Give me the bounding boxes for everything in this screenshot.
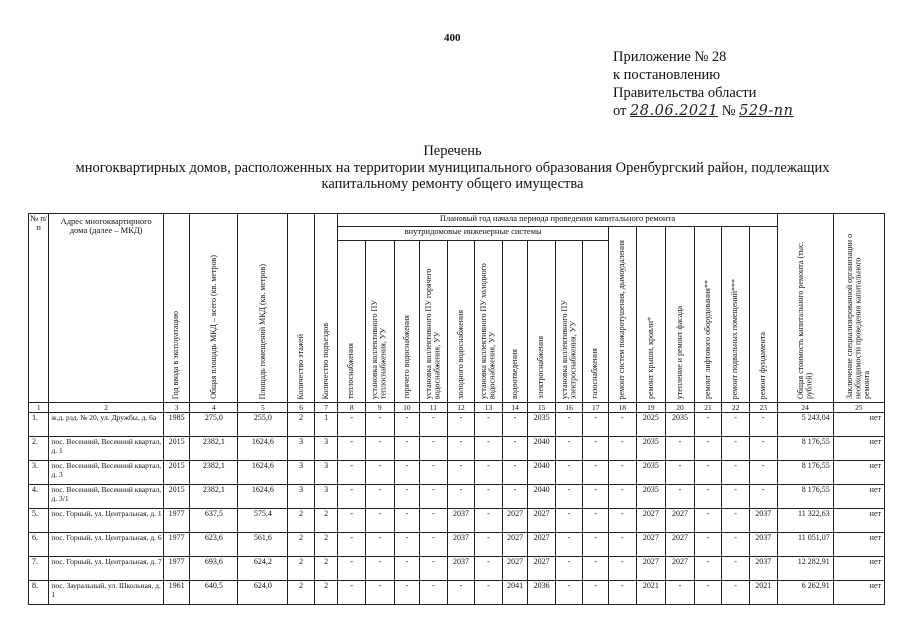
table-cell: 2027 xyxy=(502,533,528,557)
address-cell: ж.д. рзд. № 20, ул. Дружбы, д. 6а xyxy=(49,413,163,437)
table-cell: - xyxy=(694,413,722,437)
table-cell: 3 xyxy=(288,437,315,461)
table-cell: 2037 xyxy=(749,557,777,581)
table-cell: 623,6 xyxy=(190,533,238,557)
column-number-cell: 19 xyxy=(636,403,666,413)
table-cell: - xyxy=(475,413,503,437)
header-hot-water-meter: установка коллективного ПУ горячего водоснабжения, УУ xyxy=(420,240,448,402)
table-cell: нет xyxy=(833,461,884,485)
table-cell: 1. xyxy=(29,413,49,437)
table-cell: 1977 xyxy=(163,509,190,533)
table-cell: - xyxy=(749,461,777,485)
table-cell: - xyxy=(608,557,636,581)
header-engineering-systems: внутридомовые инженерные системы xyxy=(338,227,609,241)
table-cell: - xyxy=(608,437,636,461)
table-cell: - xyxy=(447,437,475,461)
table-cell: 2035 xyxy=(528,413,556,437)
header-total-area: Общая площадь МКД – всего (кв. метров) xyxy=(190,214,238,403)
table-cell: - xyxy=(420,413,448,437)
table-row xyxy=(29,533,885,557)
column-number-cell: 13 xyxy=(475,403,503,413)
table-row xyxy=(29,509,885,533)
table-cell: нет xyxy=(833,413,884,437)
table-cell: 2037 xyxy=(447,533,475,557)
table-cell: 2035 xyxy=(636,437,666,461)
table-cell: - xyxy=(694,581,722,605)
table-cell: 2037 xyxy=(447,509,475,533)
table-cell: 2015 xyxy=(163,437,190,461)
header-entrances: Количество подъездов xyxy=(314,214,337,403)
table-cell: 4. xyxy=(29,485,49,509)
table-cell: - xyxy=(722,581,750,605)
table-cell: 8 176,55 xyxy=(777,437,833,461)
table-cell: 11 051,07 xyxy=(777,533,833,557)
document-title xyxy=(40,143,865,193)
table-cell: 2382,1 xyxy=(190,485,238,509)
column-number-cell: 8 xyxy=(338,403,366,413)
column-number-cell: 4 xyxy=(190,403,238,413)
table-cell: 637,5 xyxy=(190,509,238,533)
table-row xyxy=(29,485,885,509)
appendix-block xyxy=(613,48,793,120)
table-cell: - xyxy=(608,533,636,557)
table-cell: 2027 xyxy=(666,557,695,581)
table-cell: - xyxy=(338,461,366,485)
column-number-cell: 11 xyxy=(420,403,448,413)
page-number: 400 xyxy=(444,32,461,44)
table-cell: - xyxy=(555,485,583,509)
table-cell: - xyxy=(555,461,583,485)
table-cell: 1977 xyxy=(163,533,190,557)
header-electricity-meter: установка коллективного ПУ электроснабжения, УУ xyxy=(555,240,583,402)
table-row xyxy=(29,413,885,437)
appendix-line-1: Приложение № 28 xyxy=(613,49,727,65)
table-cell: 575,4 xyxy=(238,509,288,533)
table-cell: 2040 xyxy=(528,437,556,461)
table-cell: - xyxy=(666,461,695,485)
address-cell: пос. Весенний, Весенний квартал, д. 3 xyxy=(49,461,163,485)
table-cell: 2 xyxy=(288,581,315,605)
table-cell: - xyxy=(420,485,448,509)
table-cell: 2382,1 xyxy=(190,461,238,485)
table-cell: - xyxy=(608,581,636,605)
table-row xyxy=(29,557,885,581)
header-planned-year: Плановый год начала периода проведения капитального ремонта xyxy=(338,214,777,227)
table-cell: - xyxy=(420,461,448,485)
column-number-cell: 12 xyxy=(447,403,475,413)
table-cell: 2 xyxy=(314,581,337,605)
table-cell: 2 xyxy=(314,557,337,581)
header-foundation: ремонт фундамента xyxy=(749,227,777,403)
table-cell: - xyxy=(722,509,750,533)
table-cell: - xyxy=(338,557,366,581)
table-cell: - xyxy=(749,437,777,461)
handwritten-number: 529-пп xyxy=(739,103,794,119)
table-cell: - xyxy=(420,581,448,605)
table-cell: нет xyxy=(833,581,884,605)
table-cell: 3 xyxy=(288,485,315,509)
column-number-cell: 21 xyxy=(694,403,722,413)
table-cell: - xyxy=(394,485,420,509)
table-cell: 5 243,04 xyxy=(777,413,833,437)
table-row xyxy=(29,437,885,461)
header-premises-area: Площадь помещений МКД (кв. метров) xyxy=(238,214,288,403)
column-number-cell: 7 xyxy=(314,403,337,413)
table-cell: - xyxy=(475,581,503,605)
table-cell: 2027 xyxy=(502,509,528,533)
table-cell: 2037 xyxy=(447,557,475,581)
table-cell: - xyxy=(555,413,583,437)
table-cell: 2035 xyxy=(636,461,666,485)
table-cell: - xyxy=(583,581,609,605)
table-cell: 7. xyxy=(29,557,49,581)
table-cell: 2027 xyxy=(636,533,666,557)
table-cell: - xyxy=(447,581,475,605)
table-cell: - xyxy=(447,461,475,485)
table-cell: - xyxy=(694,557,722,581)
table-cell: - xyxy=(394,581,420,605)
table-cell: 2015 xyxy=(163,485,190,509)
table-cell: - xyxy=(502,461,528,485)
table-cell: - xyxy=(694,509,722,533)
column-number-cell: 9 xyxy=(365,403,394,413)
header-sewerage: водоотведения xyxy=(502,240,528,402)
header-year: Год ввода в эксплуатацию xyxy=(163,214,190,403)
header-heating: теплоснабжения xyxy=(338,240,366,402)
title-line-2: многоквартирных домов, расположенных на территории муниципального образования Оренбургский район, подлежащих xyxy=(75,159,830,176)
header-electricity: электроснабжения xyxy=(528,240,556,402)
table-cell: 561,6 xyxy=(238,533,288,557)
table-cell: - xyxy=(694,533,722,557)
houses-table xyxy=(28,213,885,605)
column-number-cell: 22 xyxy=(722,403,750,413)
appendix-line-2: к постановлению xyxy=(613,67,721,83)
table-cell: - xyxy=(338,509,366,533)
column-number-cell: 2 xyxy=(49,403,163,413)
table-cell: 2027 xyxy=(666,533,695,557)
table-cell: - xyxy=(447,413,475,437)
table-cell: - xyxy=(338,533,366,557)
column-number-cell: 15 xyxy=(528,403,556,413)
column-number-cell: 20 xyxy=(666,403,695,413)
address-cell: пос. Зауральный, ул. Школьная, д. 1 xyxy=(49,581,163,605)
column-number-cell: 23 xyxy=(749,403,777,413)
table-cell: 2040 xyxy=(528,461,556,485)
table-cell: - xyxy=(365,461,394,485)
table-cell: 2037 xyxy=(749,533,777,557)
table-cell: 2021 xyxy=(749,581,777,605)
title-line-1: Перечень xyxy=(423,143,482,159)
table-cell: - xyxy=(608,485,636,509)
appendix-line-4 xyxy=(613,102,793,120)
table-cell: нет xyxy=(833,485,884,509)
table-cell: 1624,6 xyxy=(238,485,288,509)
table-cell: - xyxy=(722,533,750,557)
table-cell: 3 xyxy=(314,485,337,509)
table-cell: - xyxy=(338,413,366,437)
address-cell: пос. Горный, ул. Центральная, д. 7 xyxy=(49,557,163,581)
column-number-cell: 1 xyxy=(29,403,49,413)
table-cell: - xyxy=(394,413,420,437)
table-cell: 2. xyxy=(29,437,49,461)
table-cell: - xyxy=(394,461,420,485)
header-conclusion: Заключение специализированной организации о необходимости проведения капитального ремонта xyxy=(833,214,884,403)
header-heating-meter: установка коллективного ПУ теплоснабжения, УУ xyxy=(365,240,394,402)
table-cell: 1977 xyxy=(163,557,190,581)
table-cell: - xyxy=(475,509,503,533)
header-gas: газоснабжения xyxy=(583,240,609,402)
table-cell: - xyxy=(608,509,636,533)
table-cell: 1624,6 xyxy=(238,437,288,461)
table-cell: - xyxy=(502,437,528,461)
table-cell: - xyxy=(749,413,777,437)
table-cell: нет xyxy=(833,557,884,581)
table-cell: 3 xyxy=(314,461,337,485)
column-number-cell: 14 xyxy=(502,403,528,413)
table-cell: - xyxy=(475,533,503,557)
title-line-3: капитальному ремонту общего имущества xyxy=(321,176,584,192)
table-cell: 3 xyxy=(314,437,337,461)
column-number-cell: 24 xyxy=(777,403,833,413)
table-cell: 624,2 xyxy=(238,557,288,581)
header-address: Адрес многоквартирного дома (далее – МКД) xyxy=(49,214,163,403)
table-cell: - xyxy=(420,533,448,557)
table-cell: - xyxy=(583,413,609,437)
table-cell: - xyxy=(608,413,636,437)
header-roof: ремонт крыши, кровли* xyxy=(636,227,666,403)
table-cell: - xyxy=(555,509,583,533)
table-cell: 2036 xyxy=(528,581,556,605)
table-cell: 2 xyxy=(314,533,337,557)
table-cell: - xyxy=(722,485,750,509)
appendix-from-label: от xyxy=(613,103,627,119)
header-basement: ремонт подвальных помещений*** xyxy=(722,227,750,403)
table-cell: - xyxy=(447,485,475,509)
table-cell: 6 262,91 xyxy=(777,581,833,605)
table-cell: - xyxy=(394,557,420,581)
table-cell: - xyxy=(583,557,609,581)
table-cell: нет xyxy=(833,533,884,557)
table-cell: 2035 xyxy=(666,413,695,437)
table-cell: 693,6 xyxy=(190,557,238,581)
table-cell: 2 xyxy=(288,557,315,581)
table-cell: - xyxy=(420,437,448,461)
table-cell: 3 xyxy=(288,461,315,485)
address-cell: пос. Весенний, Весенний квартал, д. 1 xyxy=(49,437,163,461)
table-cell: 2027 xyxy=(502,557,528,581)
address-cell: пос. Весенний, Весенний квартал, д. 3/1 xyxy=(49,485,163,509)
table-cell: 275,0 xyxy=(190,413,238,437)
table-cell: - xyxy=(475,557,503,581)
table-cell: нет xyxy=(833,437,884,461)
table-cell: - xyxy=(394,509,420,533)
table-cell: - xyxy=(394,533,420,557)
table-cell: 8 176,55 xyxy=(777,485,833,509)
header-fire-systems: ремонт систем пожаротушения, дымоудаления xyxy=(608,227,636,403)
table-cell: нет xyxy=(833,509,884,533)
header-cold-water-meter: установка коллективного ПУ холодного водоснабжения, УУ xyxy=(475,240,503,402)
table-cell: - xyxy=(475,485,503,509)
table-cell: 1 xyxy=(314,413,337,437)
table-cell: - xyxy=(420,509,448,533)
address-cell: пос. Горный, ул. Центральная, д. 6 xyxy=(49,533,163,557)
column-number-cell: 5 xyxy=(238,403,288,413)
table-cell: 640,5 xyxy=(190,581,238,605)
header-facade: утепление и ремонт фасада xyxy=(666,227,695,403)
table-cell: 12 282,91 xyxy=(777,557,833,581)
table-cell: - xyxy=(475,461,503,485)
table-cell: 2015 xyxy=(163,461,190,485)
header-total-cost: Общая стоимость капитального ремонта (тыс. рублей) xyxy=(777,214,833,403)
table-cell: - xyxy=(722,413,750,437)
table-cell: - xyxy=(338,437,366,461)
column-number-cell: 16 xyxy=(555,403,583,413)
table-cell: - xyxy=(722,461,750,485)
table-cell: - xyxy=(502,485,528,509)
table-cell: 5. xyxy=(29,509,49,533)
table-cell: - xyxy=(555,533,583,557)
table-cell: 2041 xyxy=(502,581,528,605)
table-cell: 2 xyxy=(288,533,315,557)
table-cell: 1985 xyxy=(163,413,190,437)
table-cell: - xyxy=(394,437,420,461)
table-cell: - xyxy=(666,581,695,605)
table-cell: 2021 xyxy=(636,581,666,605)
table-cell: - xyxy=(555,437,583,461)
table-cell: 2040 xyxy=(528,485,556,509)
appendix-line-3: Правительства области xyxy=(613,85,757,101)
table-cell: - xyxy=(338,581,366,605)
table-cell: 2 xyxy=(288,413,315,437)
handwritten-date: 28.06.2021 xyxy=(630,103,719,119)
table-cell: - xyxy=(583,485,609,509)
table-cell: - xyxy=(722,437,750,461)
table-cell: - xyxy=(502,413,528,437)
table-cell: 2027 xyxy=(528,509,556,533)
table-cell: - xyxy=(365,533,394,557)
header-index: № п/п xyxy=(29,214,49,403)
table-cell: - xyxy=(365,437,394,461)
table-cell: 624,0 xyxy=(238,581,288,605)
header-floors: Количество этажей xyxy=(288,214,315,403)
table-cell: - xyxy=(365,509,394,533)
table-cell: 2035 xyxy=(636,485,666,509)
table-cell: 1624,6 xyxy=(238,461,288,485)
table-cell: - xyxy=(583,437,609,461)
table-cell: 2027 xyxy=(666,509,695,533)
table-cell: 255,0 xyxy=(238,413,288,437)
table-cell: - xyxy=(365,581,394,605)
table-cell: - xyxy=(608,461,636,485)
table-cell: - xyxy=(555,581,583,605)
table-cell: 2027 xyxy=(528,557,556,581)
table-row xyxy=(29,581,885,605)
table-cell: - xyxy=(694,437,722,461)
table-cell: - xyxy=(555,557,583,581)
table-cell: 2 xyxy=(288,509,315,533)
table-cell: - xyxy=(365,557,394,581)
table-cell: - xyxy=(365,485,394,509)
table-cell: - xyxy=(694,461,722,485)
table-cell: - xyxy=(583,533,609,557)
table-cell: - xyxy=(749,485,777,509)
column-number-cell: 6 xyxy=(288,403,315,413)
header-cold-water: холодного водоснабжения xyxy=(447,240,475,402)
header-hot-water: горячего водоснабжения xyxy=(394,240,420,402)
table-cell: 8 176,55 xyxy=(777,461,833,485)
table-cell: - xyxy=(420,557,448,581)
column-number-cell: 25 xyxy=(833,403,884,413)
table-cell: 2382,1 xyxy=(190,437,238,461)
column-number-cell: 3 xyxy=(163,403,190,413)
table-cell: - xyxy=(722,557,750,581)
table-cell: - xyxy=(583,509,609,533)
table-cell: 11 322,63 xyxy=(777,509,833,533)
table-cell: 2027 xyxy=(636,557,666,581)
table-row xyxy=(29,461,885,485)
column-number-cell: 17 xyxy=(583,403,609,413)
column-number-row xyxy=(29,403,885,413)
table-cell: 6. xyxy=(29,533,49,557)
number-sign: № xyxy=(721,103,736,119)
table-cell: 2025 xyxy=(636,413,666,437)
table-cell: 2027 xyxy=(636,509,666,533)
table-cell: 3. xyxy=(29,461,49,485)
table-cell: 2027 xyxy=(528,533,556,557)
table-cell: - xyxy=(475,437,503,461)
table-cell: 2037 xyxy=(749,509,777,533)
address-cell: пос. Горный, ул. Центральная, д. 1 xyxy=(49,509,163,533)
table-cell: 1961 xyxy=(163,581,190,605)
column-number-cell: 18 xyxy=(608,403,636,413)
table-cell: 2 xyxy=(314,509,337,533)
table-cell: - xyxy=(583,461,609,485)
table-cell: - xyxy=(666,437,695,461)
header-elevator: ремонт лифтового оборудования** xyxy=(694,227,722,403)
table-cell: 8. xyxy=(29,581,49,605)
table-cell: - xyxy=(365,413,394,437)
table-cell: - xyxy=(666,485,695,509)
table-cell: - xyxy=(338,485,366,509)
column-number-cell: 10 xyxy=(394,403,420,413)
table-cell: - xyxy=(694,485,722,509)
